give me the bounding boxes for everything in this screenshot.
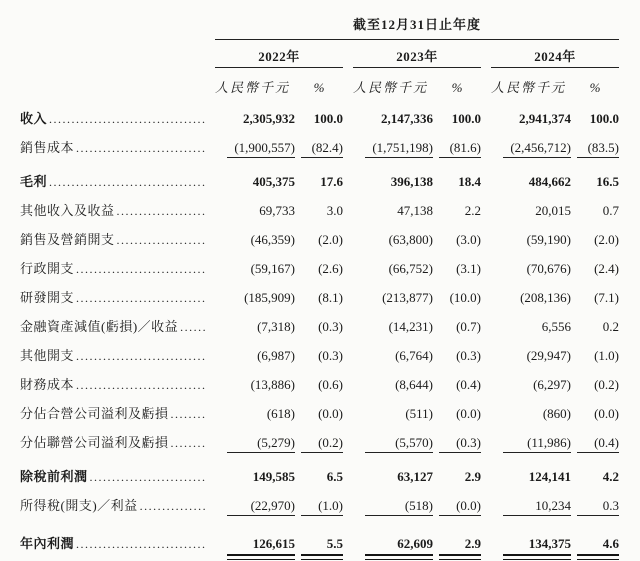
dot-leader: [74, 262, 207, 276]
value-cell: 3.0: [326, 202, 343, 218]
value-cell: 396,138: [390, 173, 433, 189]
dot-leader: [178, 320, 207, 334]
value-cell: 2,305,932: [243, 110, 295, 126]
dot-leader: [115, 233, 207, 247]
dot-leader: [74, 349, 207, 363]
value-cell: (29,947): [526, 347, 571, 363]
unit-header: 人民幣千元: [491, 79, 567, 95]
table-row-other-expenses: [20, 338, 619, 367]
value-cell: (0.7): [456, 318, 481, 334]
value-cell: 69,733: [259, 202, 295, 218]
value-cell: (2.4): [594, 260, 620, 276]
unit-header: 人民幣千元: [353, 79, 429, 95]
table-row-admin-expenses: [20, 251, 619, 280]
table-row-selling-expenses: [20, 222, 619, 251]
value-cell: 20,015: [535, 202, 571, 218]
row-label: 年內利潤: [20, 535, 75, 551]
year-header-2024: 2024年: [491, 40, 619, 68]
table-title: 截至12月31日止年度: [215, 6, 619, 40]
value-cell: 0.3: [571, 488, 619, 517]
value-cell: (0.2): [594, 376, 620, 392]
dot-leader: [115, 204, 207, 218]
percent-header: %: [589, 79, 601, 95]
row-label: 收入: [20, 110, 48, 126]
value-cell: 2.9: [433, 517, 481, 561]
value-cell: 149,585: [252, 468, 295, 484]
value-cell: 17.6: [320, 173, 343, 189]
table-row-rd-expenses: [20, 280, 619, 309]
value-cell: 5.5: [295, 517, 343, 561]
value-cell: 47,138: [397, 202, 433, 218]
row-label: 分佔合營公司溢利及虧損: [20, 405, 169, 421]
dot-leader: [74, 378, 207, 392]
value-cell: (66,752): [388, 260, 433, 276]
dot-leader: [138, 499, 207, 513]
value-cell: (1,900,557): [215, 130, 295, 159]
value-cell: (2.0): [318, 231, 343, 247]
value-cell: (0.4): [571, 425, 619, 454]
value-cell: (0.2): [295, 425, 343, 454]
value-cell: (22,970): [215, 488, 295, 517]
row-label: 行政開支: [20, 260, 75, 276]
value-cell: 2.2: [464, 202, 481, 218]
value-cell: 100.0: [313, 110, 343, 126]
value-cell: 100.0: [589, 110, 620, 126]
value-cell: (8.1): [318, 289, 343, 305]
row-label: 毛利: [20, 173, 48, 189]
table-row-revenue: [20, 101, 619, 130]
year-header-2023: 2023年: [353, 40, 481, 68]
value-cell: 0.7: [602, 202, 620, 218]
value-cell: (11,986): [491, 425, 571, 454]
value-cell: (5,570): [353, 425, 433, 454]
dot-leader: [47, 175, 207, 189]
dot-leader: [74, 537, 207, 551]
value-cell: (0.6): [318, 376, 343, 392]
value-cell: (10.0): [449, 289, 481, 305]
table-row-profit-for-year: [20, 517, 619, 561]
row-label: 其他開支: [20, 347, 75, 363]
dot-leader: [74, 291, 207, 305]
value-cell: 134,375: [491, 517, 571, 561]
value-cell: (5,279): [215, 425, 295, 454]
value-cell: (6,987): [257, 347, 295, 363]
title-row: [20, 6, 619, 40]
value-cell: 10,234: [491, 488, 571, 517]
value-cell: (0.0): [433, 488, 481, 517]
income-statement-table: [20, 6, 619, 561]
value-cell: (7.1): [594, 289, 620, 305]
value-cell: (46,359): [250, 231, 295, 247]
dot-leader: [74, 141, 207, 155]
value-cell: (70,676): [526, 260, 571, 276]
value-cell: 4.6: [571, 517, 619, 561]
dot-leader: [88, 470, 207, 484]
dot-leader: [169, 436, 207, 450]
value-cell: (83.5): [571, 130, 619, 159]
value-cell: (213,877): [382, 289, 433, 305]
row-label: 研發開支: [20, 289, 75, 305]
value-cell: 126,615: [215, 517, 295, 561]
row-label: 財務成本: [20, 376, 75, 392]
row-label: 除稅前利潤: [20, 468, 88, 484]
value-cell: 18.4: [458, 173, 481, 189]
value-cell: (1.0): [594, 347, 620, 363]
value-cell: 62,609: [353, 517, 433, 561]
unit-header-row: [20, 68, 619, 102]
value-cell: (13,886): [250, 376, 295, 392]
value-cell: (2.6): [318, 260, 343, 276]
table-row-profit-before-tax: [20, 454, 619, 488]
value-cell: 2.9: [464, 468, 481, 484]
table-row-share-associates: [20, 425, 619, 454]
value-cell: 4.2: [602, 468, 620, 484]
value-cell: (0.0): [594, 405, 620, 421]
value-cell: (14,231): [388, 318, 433, 334]
value-cell: (8,644): [395, 376, 433, 392]
value-cell: 100.0: [451, 110, 481, 126]
value-cell: 6,556: [541, 318, 571, 334]
value-cell: (2.0): [594, 231, 620, 247]
value-cell: 2,941,374: [519, 110, 571, 126]
value-cell: 6.5: [326, 468, 343, 484]
value-cell: (0.3): [456, 347, 481, 363]
value-cell: (185,909): [244, 289, 295, 305]
row-label: 金融資產減值(虧損)／收益: [20, 318, 179, 334]
dot-leader: [47, 112, 207, 126]
value-cell: (208,136): [520, 289, 571, 305]
row-label: 其他收入及收益: [20, 202, 115, 218]
value-cell: (1.0): [295, 488, 343, 517]
table-row-share-jv: [20, 396, 619, 425]
value-cell: (0.0): [318, 405, 343, 421]
value-cell: (59,167): [250, 260, 295, 276]
value-cell: 16.5: [596, 173, 620, 189]
row-label: 銷售成本: [20, 139, 75, 155]
value-cell: (59,190): [526, 231, 571, 247]
value-cell: (2,456,712): [491, 130, 571, 159]
value-cell: (7,318): [257, 318, 295, 334]
value-cell: 124,141: [528, 468, 571, 484]
value-cell: (3.0): [456, 231, 481, 247]
table-row-impairment: [20, 309, 619, 338]
table-row-gross-profit: [20, 159, 619, 193]
value-cell: (860): [542, 405, 571, 421]
value-cell: (81.6): [433, 130, 481, 159]
value-cell: (0.3): [318, 318, 343, 334]
value-cell: (0.3): [318, 347, 343, 363]
table-row-cost-of-sales: [20, 130, 619, 159]
year-header-row: [20, 40, 619, 68]
year-header-2022: 2022年: [215, 40, 343, 68]
value-cell: 0.2: [602, 318, 620, 334]
table-row-finance-costs: [20, 367, 619, 396]
unit-header: 人民幣千元: [215, 79, 291, 95]
value-cell: 484,662: [528, 173, 571, 189]
value-cell: (6,297): [533, 376, 571, 392]
value-cell: (0.4): [456, 376, 481, 392]
dot-leader: [169, 407, 207, 421]
value-cell: 2,147,336: [381, 110, 433, 126]
value-cell: (63,800): [388, 231, 433, 247]
value-cell: 63,127: [397, 468, 433, 484]
value-cell: (0.3): [433, 425, 481, 454]
row-label: 所得稅(開支)／利益: [20, 497, 138, 513]
percent-header: %: [451, 79, 463, 95]
value-cell: (1,751,198): [353, 130, 433, 159]
table-row-income-tax: [20, 488, 619, 517]
value-cell: 405,375: [252, 173, 295, 189]
value-cell: (518): [353, 488, 433, 517]
value-cell: (511): [405, 405, 433, 421]
value-cell: (6,764): [395, 347, 433, 363]
value-cell: (618): [266, 405, 295, 421]
value-cell: (0.0): [456, 405, 481, 421]
row-label: 銷售及營銷開支: [20, 231, 115, 247]
row-label: 分佔聯營公司溢利及虧損: [20, 434, 169, 450]
value-cell: (3.1): [456, 260, 481, 276]
table-row-other-income: [20, 193, 619, 222]
value-cell: (82.4): [295, 130, 343, 159]
percent-header: %: [313, 79, 325, 95]
